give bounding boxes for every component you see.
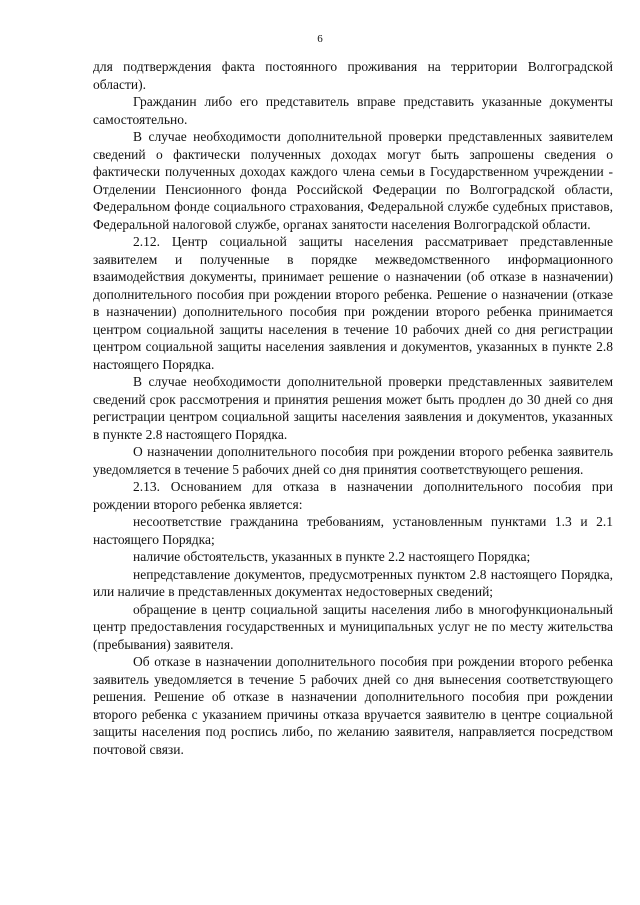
refusal-reason-documents: непредставление документов, предусмотренных пунктом 2.8 настоящего Порядка, или наличие в представленных документах недостоверных сведений; <box>93 566 613 599</box>
paragraph-self-submission: Гражданин либо его представитель вправе представить указанные документы самостоятельно. <box>93 94 613 127</box>
refusal-reason-wrong-place: обращение в центр социальной защиты населения либо в многофункциональный центр предоставления государственных и муниципальных услуг не по месту жительства (пребывания) заявителя. <box>93 601 613 652</box>
paragraph-2-13: 2.13. Основанием для отказа в назначении дополнительного пособия при рождении второго ребенка является: <box>93 479 613 512</box>
refusal-reason-nonconformity: несоответствие гражданина требованиям, установленным пунктами 1.3 и 2.1 настоящего Порядка; <box>93 514 613 547</box>
paragraph-continuation: для подтверждения факта постоянного проживания на территории Волгоградской области). <box>93 59 613 92</box>
page-number: 6 <box>317 33 323 45</box>
paragraph-notification: О назначении дополнительного пособия при рождении второго ребенка заявитель уведомляется в течение 5 рабочих дней со дня принятия соответствующего решения. <box>93 444 613 477</box>
refusal-reason-circumstances: наличие обстоятельств, указанных в пункте 2.2 настоящего Порядка; <box>133 549 531 564</box>
paragraph-extended-review: В случае необходимости дополнительной проверки представленных заявителем сведений срок рассмотрения и принятия решения может быть продлен до 30 дней со дня регистрации центром социальной защиты населения заявления и документов, указанных в пункте 2.8 настоящего Порядка. <box>93 374 613 442</box>
document-body <box>93 58 613 758</box>
paragraph-income-verification: В случае необходимости дополнительной проверки представленных заявителем сведений о фактически полученных доходах могут быть запрошены сведения о фактически полученных доходах каждого члена семьи в Государственном учреждении - Отделении Пенсионного фонда Российской Федерации по Волгоградской области, Федеральном фонде социального страхования, Федеральной службе судебных приставов, Федеральной налоговой службе, органах занятости населения Волгоградской области. <box>93 129 613 232</box>
paragraph-2-12: 2.12. Центр социальной защиты населения рассматривает представленные заявителем и полученные в порядке межведомственного информационного взаимодействия документы, принимает решение о назначении (об отказе в назначении) дополнительного пособия при рождении второго ребенка. Решение о назначении (отказе в назначении) дополнительного пособия при рождении второго ребенка принимается центром социальной защиты населения в течение 10 рабочих дней со дня регистрации центром социальной защиты населения заявления и документов, указанных в пункте 2.8 настоящего Порядка. <box>93 234 613 372</box>
paragraph-refusal-notification: Об отказе в назначении дополнительного пособия при рождении второго ребенка заявитель уведомляется в течение 5 рабочих дней со дня вынесения соответствующего решения. Решение об отказе в назначении дополнительного пособия при рождении второго ребенка с указанием причины отказа вручается заявителю в центре социальной защиты населения под роспись либо, по желанию заявителя, направляется посредством почтовой связи. <box>93 654 613 757</box>
